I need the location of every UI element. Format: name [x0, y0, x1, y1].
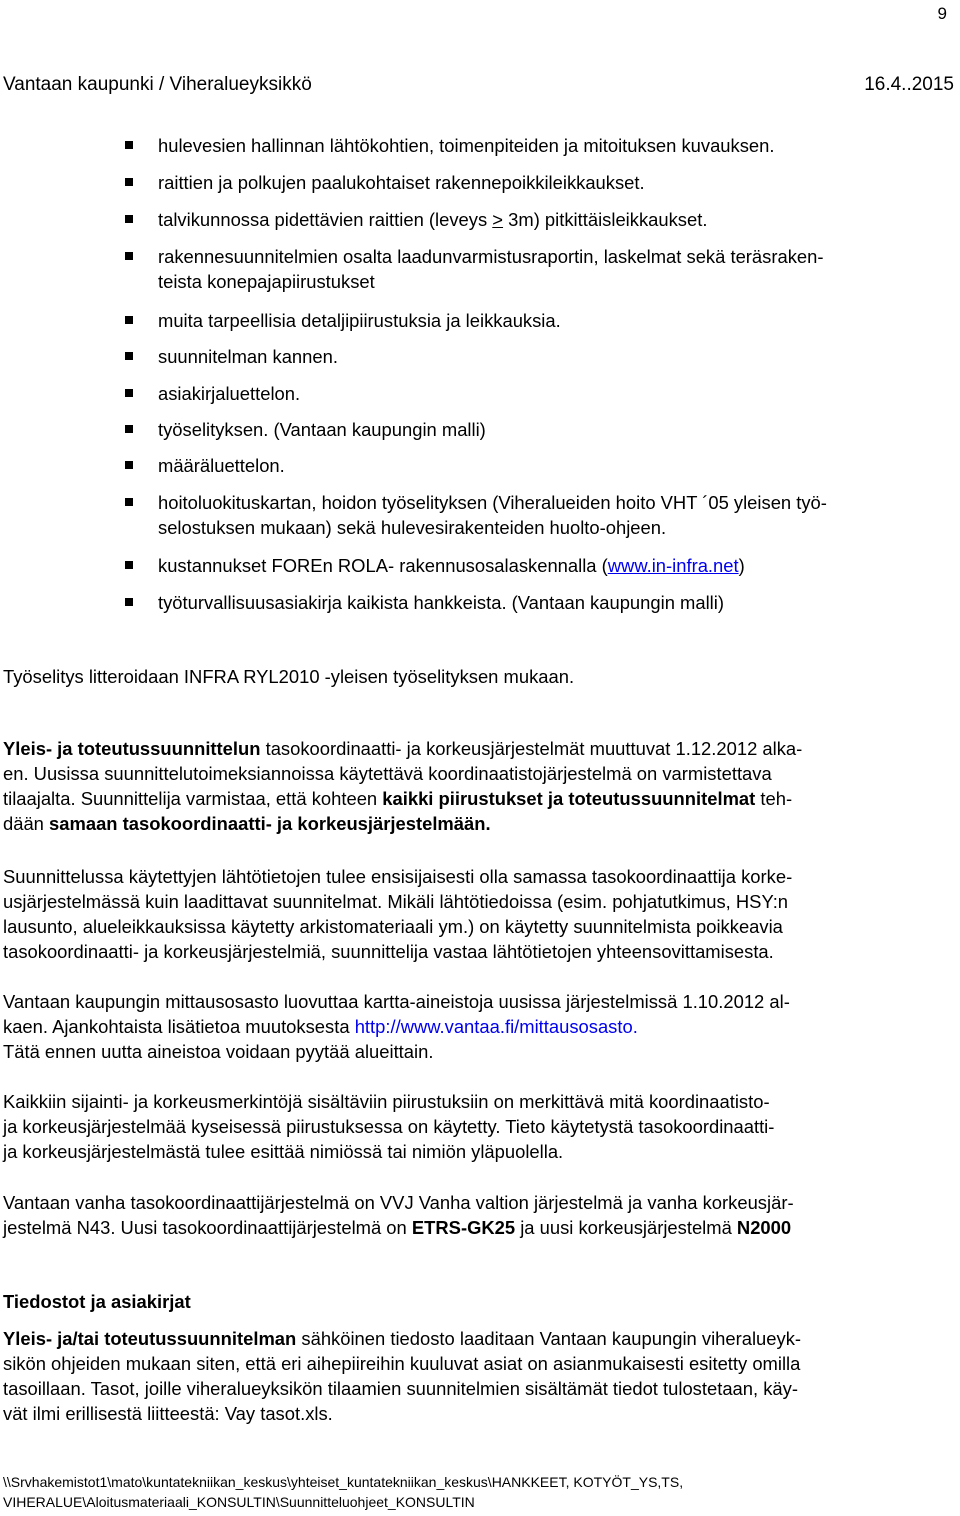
bullet-square-icon — [125, 498, 133, 506]
list-item: kustannukset FOREn ROLA- rakennusosalaskennalla (www.in-infra.net) — [158, 555, 745, 576]
list-item: hulevesien hallinnan lähtökohtien, toimenpiteiden ja mitoituksen kuvauksen. — [158, 135, 775, 156]
section-heading: Tiedostot ja asiakirjat — [3, 1291, 191, 1312]
list-item: muita tarpeellisia detaljipiirustuksia ja leikkauksia. — [158, 310, 561, 331]
list-item: asiakirjaluettelon. — [158, 383, 301, 404]
list-item: hoitoluokituskartan, hoidon työselityksen (Viheralueiden hoito VHT ´05 yleisen työ- — [158, 492, 827, 513]
header-date: 16.4..2015 — [864, 74, 954, 95]
paragraph-line: Yleis- ja/tai toteutussuunnitelman sähköinen tiedosto laaditaan Vantaan kaupungin viheralueyk- — [3, 1328, 802, 1349]
paragraph-line: lausunto, alueleikkauksissa käytetty arkistomateriaali ym.) on käytetty suunnitelmista poikkeavia — [3, 916, 783, 937]
bullet-square-icon — [125, 178, 133, 186]
paragraph-line: Suunnittelussa käytettyjen lähtötietojen tulee ensisijaisesti olla samassa tasokoordinaattija korke- — [3, 866, 793, 887]
list-item: raittien ja polkujen paalukohtaiset rakennepoikkileikkaukset. — [158, 172, 645, 193]
list-item: rakennesuunnitelmien osalta laadunvarmistusraportin, laskelmat sekä teräsraken- — [158, 246, 824, 267]
bullet-square-icon — [125, 352, 133, 360]
list-item: työturvallisuusasiakirja kaikista hankkeista. (Vantaan kaupungin malli) — [158, 592, 724, 613]
paragraph-line: Vantaan vanha tasokoordinaattijärjestelmä on VVJ Vanha valtion järjestelmä ja vanha korkeusjär- — [3, 1192, 794, 1213]
paragraph-line: Tätä ennen uutta aineistoa voidaan pyytää alueittain. — [3, 1041, 434, 1062]
bullet-square-icon — [125, 598, 133, 606]
header-organization: Vantaan kaupunki / Viheralueyksikkö — [3, 74, 312, 95]
paragraph-line: kaen. Ajankohtaista lisätietoa muutoksesta http://www.vantaa.fi/mittausosasto. — [3, 1016, 638, 1037]
list-item: työselityksen. (Vantaan kaupungin malli) — [158, 419, 486, 440]
paragraph-line: jestelmä N43. Uusi tasokoordinaattijärjestelmä on ETRS-GK25 ja uusi korkeusjärjestelmä N2000 — [3, 1217, 792, 1238]
list-item: talvikunnossa pidettävien raittien (leveys > 3m) pitkittäisleikkaukset. — [158, 209, 708, 230]
in-infra-link[interactable]: www.in-infra.net — [607, 555, 739, 576]
paragraph-line: usjärjestelmässä kuin laadittavat suunnitelmat. Mikäli lähtötiedoissa (esim. pohjatutkimus, HSY:n — [3, 891, 789, 912]
bullet-square-icon — [125, 389, 133, 397]
paragraph-line: tasoillaan. Tasot, joille viheralueyksikön tilaamien suunnitelmien sisältämät tiedot tulostetaan, käy- — [3, 1378, 798, 1399]
bullet-square-icon — [125, 215, 133, 223]
bullet-square-icon — [125, 561, 133, 569]
footer-path-line-1: \\Srvhakemistot1\mato\kuntatekniikan_keskus\yhteiset_kuntatekniikan_keskus\HANKKEET, KOTYÖT_YS,TS, — [3, 1474, 684, 1490]
paragraph-line: tasokoordinaatti- ja korkeusjärjestelmiä, suunnittelija vastaa lähtötietojen yhteensovittamisesta. — [3, 941, 774, 962]
paragraph-line: ja korkeusjärjestelmää kyseisessä piirustuksessa on käytetty. Tieto käytetystä tasokoordinaatti- — [3, 1116, 775, 1137]
paragraph-line: tilaajalta. Suunnittelija varmistaa, että kohteen kaikki piirustukset ja toteutussuunnitelmat teh- — [3, 788, 793, 809]
paragraph-line: en. Uusissa suunnittelutoimeksiannoissa käytettävä koordinaatistojärjestelmä on varmistettava — [3, 763, 772, 784]
footer-path-line-2: VIHERALUE\Aloitusmateriaali_KONSULTIN\Suunnitteluohjeet_KONSULTIN — [3, 1494, 475, 1510]
list-item-continuation: selostuksen mukaan) sekä hulevesirakenteiden huolto-ohjeen. — [158, 517, 667, 538]
list-item: suunnitelman kannen. — [158, 346, 338, 367]
bullet-square-icon — [125, 461, 133, 469]
paragraph-line: dään samaan tasokoordinaatti- ja korkeusjärjestelmään. — [3, 813, 491, 834]
paragraph-line: sikön ohjeiden mukaan siten, että eri aihepiireihin kuuluvat asiat on asianmukaisesti esitetty omilla — [3, 1353, 801, 1374]
mittausosasto-link[interactable]: http://www.vantaa.fi/mittausosasto. — [354, 1016, 638, 1037]
list-item-continuation: teista konepajapiirustukset — [158, 271, 375, 292]
list-item: määräluettelon. — [158, 455, 285, 476]
paragraph-line: Yleis- ja toteutussuunnittelun tasokoordinaatti- ja korkeusjärjestelmät muuttuvat 1.12.2012 alka- — [3, 738, 803, 759]
paragraph-line: Vantaan kaupungin mittausosasto luovuttaa kartta-aineistoja uusissa järjestelmissä 1.10.2012 al- — [3, 991, 790, 1012]
bullet-square-icon — [125, 316, 133, 324]
bullet-square-icon — [125, 141, 133, 149]
bullet-square-icon — [125, 425, 133, 433]
paragraph-line: vät ilmi erillisestä liitteestä: Vay tasot.xls. — [3, 1403, 333, 1424]
paragraph-line: ja korkeusjärjestelmästä tulee esittää nimiössä tai nimiön yläpuolella. — [3, 1141, 564, 1162]
bullet-square-icon — [125, 252, 133, 260]
paragraph-line: Kaikkiin sijainti- ja korkeusmerkintöjä sisältäviin piirustuksiin on merkittävä mitä koordinaatisto- — [3, 1091, 770, 1112]
ryl-paragraph: Työselitys litteroidaan INFRA RYL2010 -yleisen työselityksen mukaan. — [3, 666, 575, 687]
page-number: 9 — [937, 4, 947, 23]
